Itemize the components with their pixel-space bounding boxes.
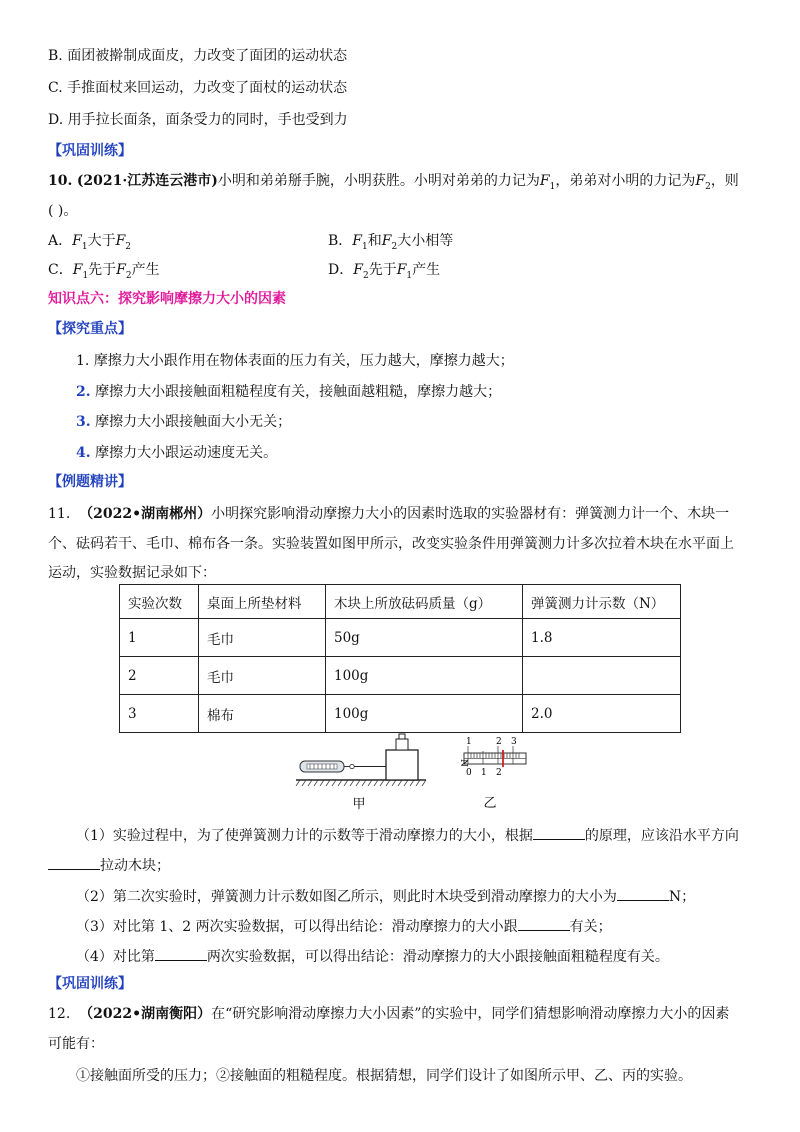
table-cell: 3: [120, 695, 199, 733]
q10-option-c: C．$F_1$先于$F_2$产生: [48, 262, 160, 281]
section-tag-focus: 【探究重点】: [48, 321, 132, 337]
answer-blank[interactable]: [617, 886, 669, 901]
focus-item-4: 4. 摩擦力大小跟运动速度无关。: [76, 445, 278, 461]
table-header-cell: 弹簧测力计示数（N）: [523, 585, 681, 619]
question-11-line3: 运动，实验数据记录如下：: [48, 565, 216, 581]
answer-blank[interactable]: [533, 825, 585, 840]
table-header-row: [120, 585, 681, 619]
question-source: （2022•湖南郴州）: [79, 506, 212, 522]
section-tag-consolidate-2: 【巩固训练】: [48, 976, 132, 992]
table-cell: 1: [120, 619, 199, 657]
question-12-line1: 12. （2022•湖南衡阳）在“研究影响滑动摩擦力大小因素”的实验中，同学们猜想影响滑动摩擦力大小的因素: [48, 1006, 730, 1022]
table-cell: 1.8: [523, 619, 681, 657]
option-b: B. 面团被擀制成面皮，力改变了面团的运动状态: [48, 48, 348, 64]
q10-option-b: B．$F_1$和$F_2$大小相等: [328, 233, 454, 252]
scale-label-top-1: 1: [466, 737, 472, 747]
focus-item-1: 1. 摩擦力大小跟作用在物体表面的压力有关，压力越大，摩擦力越大；: [76, 353, 514, 369]
question-source: (2021·江苏连云港市): [76, 173, 218, 189]
figure-label-yi: 乙: [483, 796, 497, 810]
q11-sub3: （3）对比第 1、2 两次实验数据，可以得出结论：滑动摩擦力的大小跟 有关；: [76, 916, 612, 937]
table-cell: [523, 657, 681, 695]
question-number: 10.: [48, 173, 73, 189]
focus-item-3: 3. 摩擦力大小跟接触面大小无关；: [76, 414, 292, 430]
answer-blank[interactable]: [518, 916, 570, 931]
table-row: [120, 619, 681, 657]
table-row: [120, 695, 681, 733]
answer-blank[interactable]: [155, 946, 207, 961]
table-cell: 2.0: [523, 695, 681, 733]
question-10-paren: ( )。: [48, 203, 78, 219]
figure-label-jia: 甲: [352, 797, 366, 810]
table-header-cell: 实验次数: [120, 585, 199, 619]
knowledge-point-heading: 知识点六：探究影响摩擦力大小的因素: [48, 291, 286, 307]
table-cell: 2: [120, 657, 199, 695]
scale-label-top-2: 2: [496, 737, 502, 747]
section-tag-example: 【例题精讲】: [48, 474, 132, 490]
table-cell: 100g: [326, 657, 523, 695]
question-source: （2022•湖南衡阳）: [79, 1006, 212, 1022]
option-c: C. 手推面杖来回运动，力改变了面杖的运动状态: [48, 80, 348, 96]
option-d: D. 用手拉长面条，面条受力的同时，手也受到力: [48, 112, 348, 128]
question-11-line1: 11. （2022•湖南郴州）小明探究影响滑动摩擦力大小的因素时选取的实验器材有：弹簧测力计一个、木块一: [48, 506, 730, 522]
figure-scale-yi: [452, 734, 534, 810]
q11-sub4: （4）对比第 两次实验数据，可以得出结论：滑动摩擦力的大小跟接触面粗糙程度有关。: [76, 946, 669, 967]
q10-option-d: D．$F_2$先于$F_1$产生: [328, 262, 441, 281]
q11-sub1-line2: 拉动木块；: [48, 855, 170, 876]
question-12-line3: ①接触面所受的压力；②接触面的粗糙程度。根据猜想，同学们设计了如图所示甲、乙、丙的实验。: [76, 1068, 692, 1084]
focus-item-2: 2. 摩擦力大小跟接触面粗糙程度有关，接触面越粗糙，摩擦力越大；: [76, 384, 502, 400]
figure-apparatus-jia: [290, 728, 430, 810]
table-header-cell: 桌面上所垫材料: [199, 585, 326, 619]
scale-label-bottom-2: 2: [496, 768, 502, 778]
scale-label-bottom-0: 0: [466, 768, 472, 778]
q10-option-a: A．$F_1$大于$F_2$: [48, 233, 132, 252]
scale-unit-label: N: [458, 759, 468, 767]
q11-sub2: （2）第二次实验时，弹簧测力计示数如图乙所示，则此时木块受到滑动摩擦力的大小为 N；: [76, 886, 695, 907]
question-12-line2: 可能有：: [48, 1036, 104, 1052]
table-cell: 毛巾: [199, 657, 326, 695]
table-cell: 毛巾: [199, 619, 326, 657]
question-10-stem: 10. (2021·江苏连云港市)小明和弟弟掰手腕，小明获胜。小明对弟弟的力记为$F_1$，弟弟对小明的力记为$F_2$，则: [48, 173, 739, 192]
table-cell: 50g: [326, 619, 523, 657]
question-11-line2: 个、砝码若干、毛巾、棉布各一条。实验装置如图甲所示，改变实验条件用弹簧测力计多次拉着木块在水平面上: [48, 536, 734, 552]
table-cell: 100g: [326, 695, 523, 733]
table-cell: 棉布: [199, 695, 326, 733]
scale-label-bottom-1: 1: [481, 768, 487, 778]
section-tag-consolidate: 【巩固训练】: [48, 143, 132, 159]
q11-sub1-line1: （1）实验过程中，为了使弹簧测力计的示数等于滑动摩擦力的大小，根据 的原理，应该沿水平方向: [76, 825, 739, 846]
table-header-cell: 木块上所放砝码质量（g）: [326, 585, 523, 619]
table-row: [120, 657, 681, 695]
experiment-data-table: [119, 584, 681, 733]
scale-label-top-3: 3: [511, 737, 517, 747]
answer-blank[interactable]: [48, 855, 100, 870]
